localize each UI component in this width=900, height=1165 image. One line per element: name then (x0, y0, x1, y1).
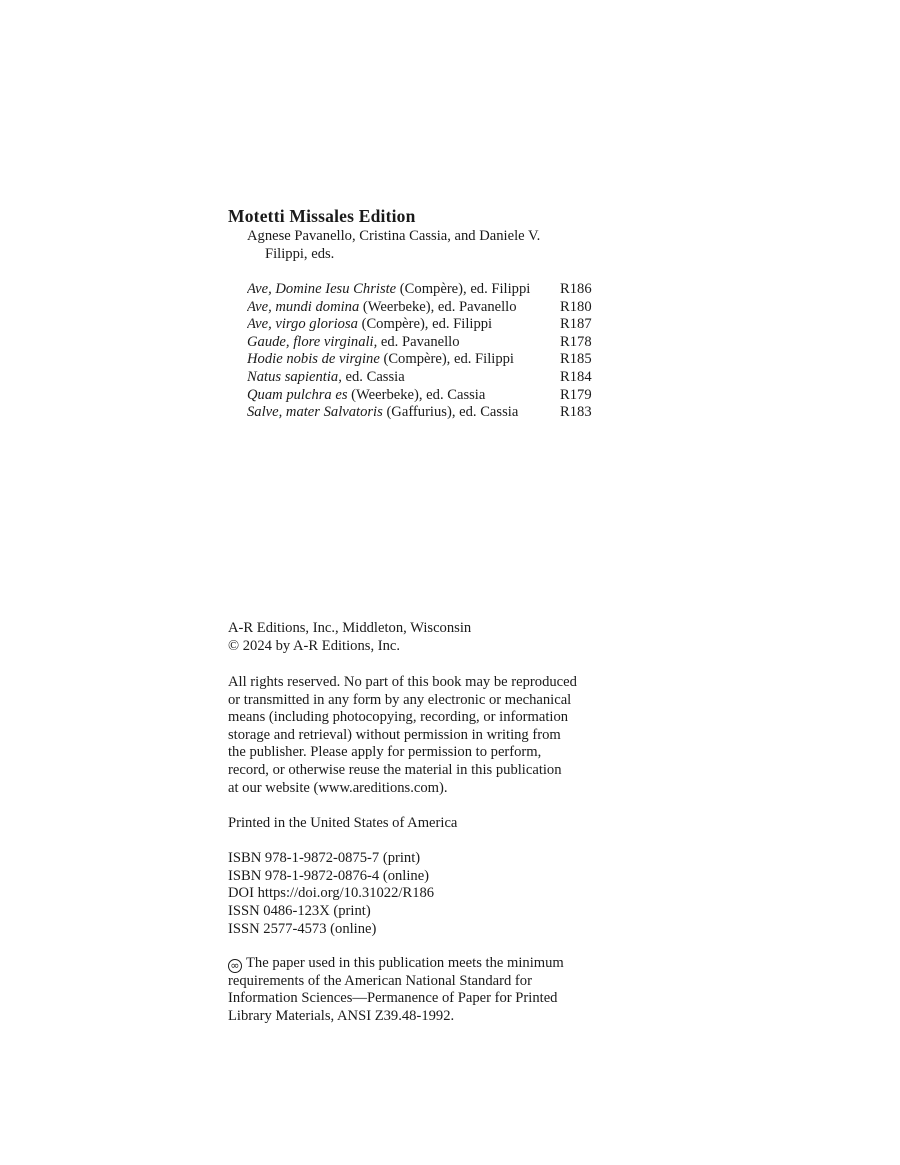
identifier-line: ISBN 978-1-9872-0875-7 (print) (228, 850, 421, 866)
work-number: R180 (560, 298, 592, 315)
paper-line: Library Materials, ANSI Z39.48-1992. (228, 1007, 455, 1024)
work-credit: (Compère), ed. Filippi (379, 351, 514, 368)
rights-line: the publisher. Please apply for permission to perform, (228, 744, 542, 761)
rights-line: record, or otherwise reuse the material in this publication (228, 761, 562, 778)
work-title: Natus sapientia, (247, 368, 342, 385)
identifiers-list (228, 850, 434, 939)
work-credit: (Weerbeke), ed. Pavanello (359, 298, 517, 315)
work-row (247, 351, 592, 369)
rights-line: at our website (www.areditions.com). (228, 779, 448, 796)
copyright-line: © 2024 by A-R Editions, Inc. (228, 637, 401, 654)
work-credit: (Compère), ed. Filippi (357, 316, 493, 333)
edition-block (228, 206, 608, 263)
work-number: R178 (560, 333, 592, 350)
identifier-line: ISSN 2577-4573 (online) (228, 920, 377, 937)
identifier-line: DOI https://doi.org/10.31022/R186 (228, 885, 435, 902)
work-row (247, 404, 592, 422)
work-title: Ave, virgo gloriosa (247, 316, 358, 333)
editors (247, 228, 608, 263)
paper-line: ∞ The paper used in this publication meets the minimum (228, 955, 564, 973)
work-number: R179 (560, 386, 592, 403)
work-row (247, 281, 592, 299)
paper-line: requirements of the American National Standard for (228, 972, 532, 989)
page-title: Motetti Missales Edition (228, 206, 416, 226)
rights-line: All rights reserved. No part of this book may be reproduced (228, 674, 577, 690)
work-number: R184 (560, 368, 592, 385)
work-credit: (Compère), ed. Filippi (396, 281, 531, 297)
identifier-line: ISBN 978-1-9872-0876-4 (online) (228, 867, 430, 884)
rights-line: or transmitted in any form by any electronic or mechanical (228, 691, 572, 708)
work-number: R185 (560, 351, 592, 368)
work-row (247, 369, 592, 387)
work-title: Hodie nobis de virgine (247, 351, 380, 368)
printed-line: Printed in the United States of America (228, 815, 458, 831)
rights-line: means (including photocopying, recording, or information (228, 709, 569, 726)
work-title: Ave, Domine Iesu Christe (247, 281, 397, 297)
work-credit: ed. Cassia (341, 368, 405, 385)
work-number: R183 (560, 404, 592, 421)
work-title: Ave, mundi domina (247, 298, 360, 315)
work-credit: (Gaffurius), ed. Cassia (382, 404, 519, 421)
work-title: Quam pulchra es (247, 386, 348, 403)
editors-line: Agnese Pavanello, Cristina Cassia, and Daniele V. (247, 228, 541, 244)
works-list (247, 281, 592, 422)
work-row (247, 316, 592, 334)
work-row (247, 334, 592, 352)
work-number: R187 (560, 316, 592, 333)
publisher-line: A-R Editions, Inc., Middleton, Wisconsin (228, 620, 472, 636)
identifier-line: ISSN 0486-123X (print) (228, 903, 371, 920)
publisher-block (228, 620, 471, 656)
work-credit: (Weerbeke), ed. Cassia (347, 386, 486, 403)
rights-line: storage and retrieval) without permission in writing from (228, 726, 561, 743)
work-title: Gaude, flore virginali, (247, 333, 378, 350)
work-credit: ed. Pavanello (377, 333, 460, 350)
work-title: Salve, mater Salvatoris (247, 404, 383, 421)
paper-statement (228, 955, 564, 1025)
work-row (247, 387, 592, 405)
rights-paragraph (228, 674, 577, 797)
work-number: R186 (560, 281, 592, 297)
permanent-paper-icon: ∞ (228, 959, 242, 973)
paper-line: Information Sciences—Permanence of Paper for Printed (228, 990, 558, 1007)
work-row (247, 299, 592, 317)
editors-line: Filippi, eds. (265, 245, 335, 262)
